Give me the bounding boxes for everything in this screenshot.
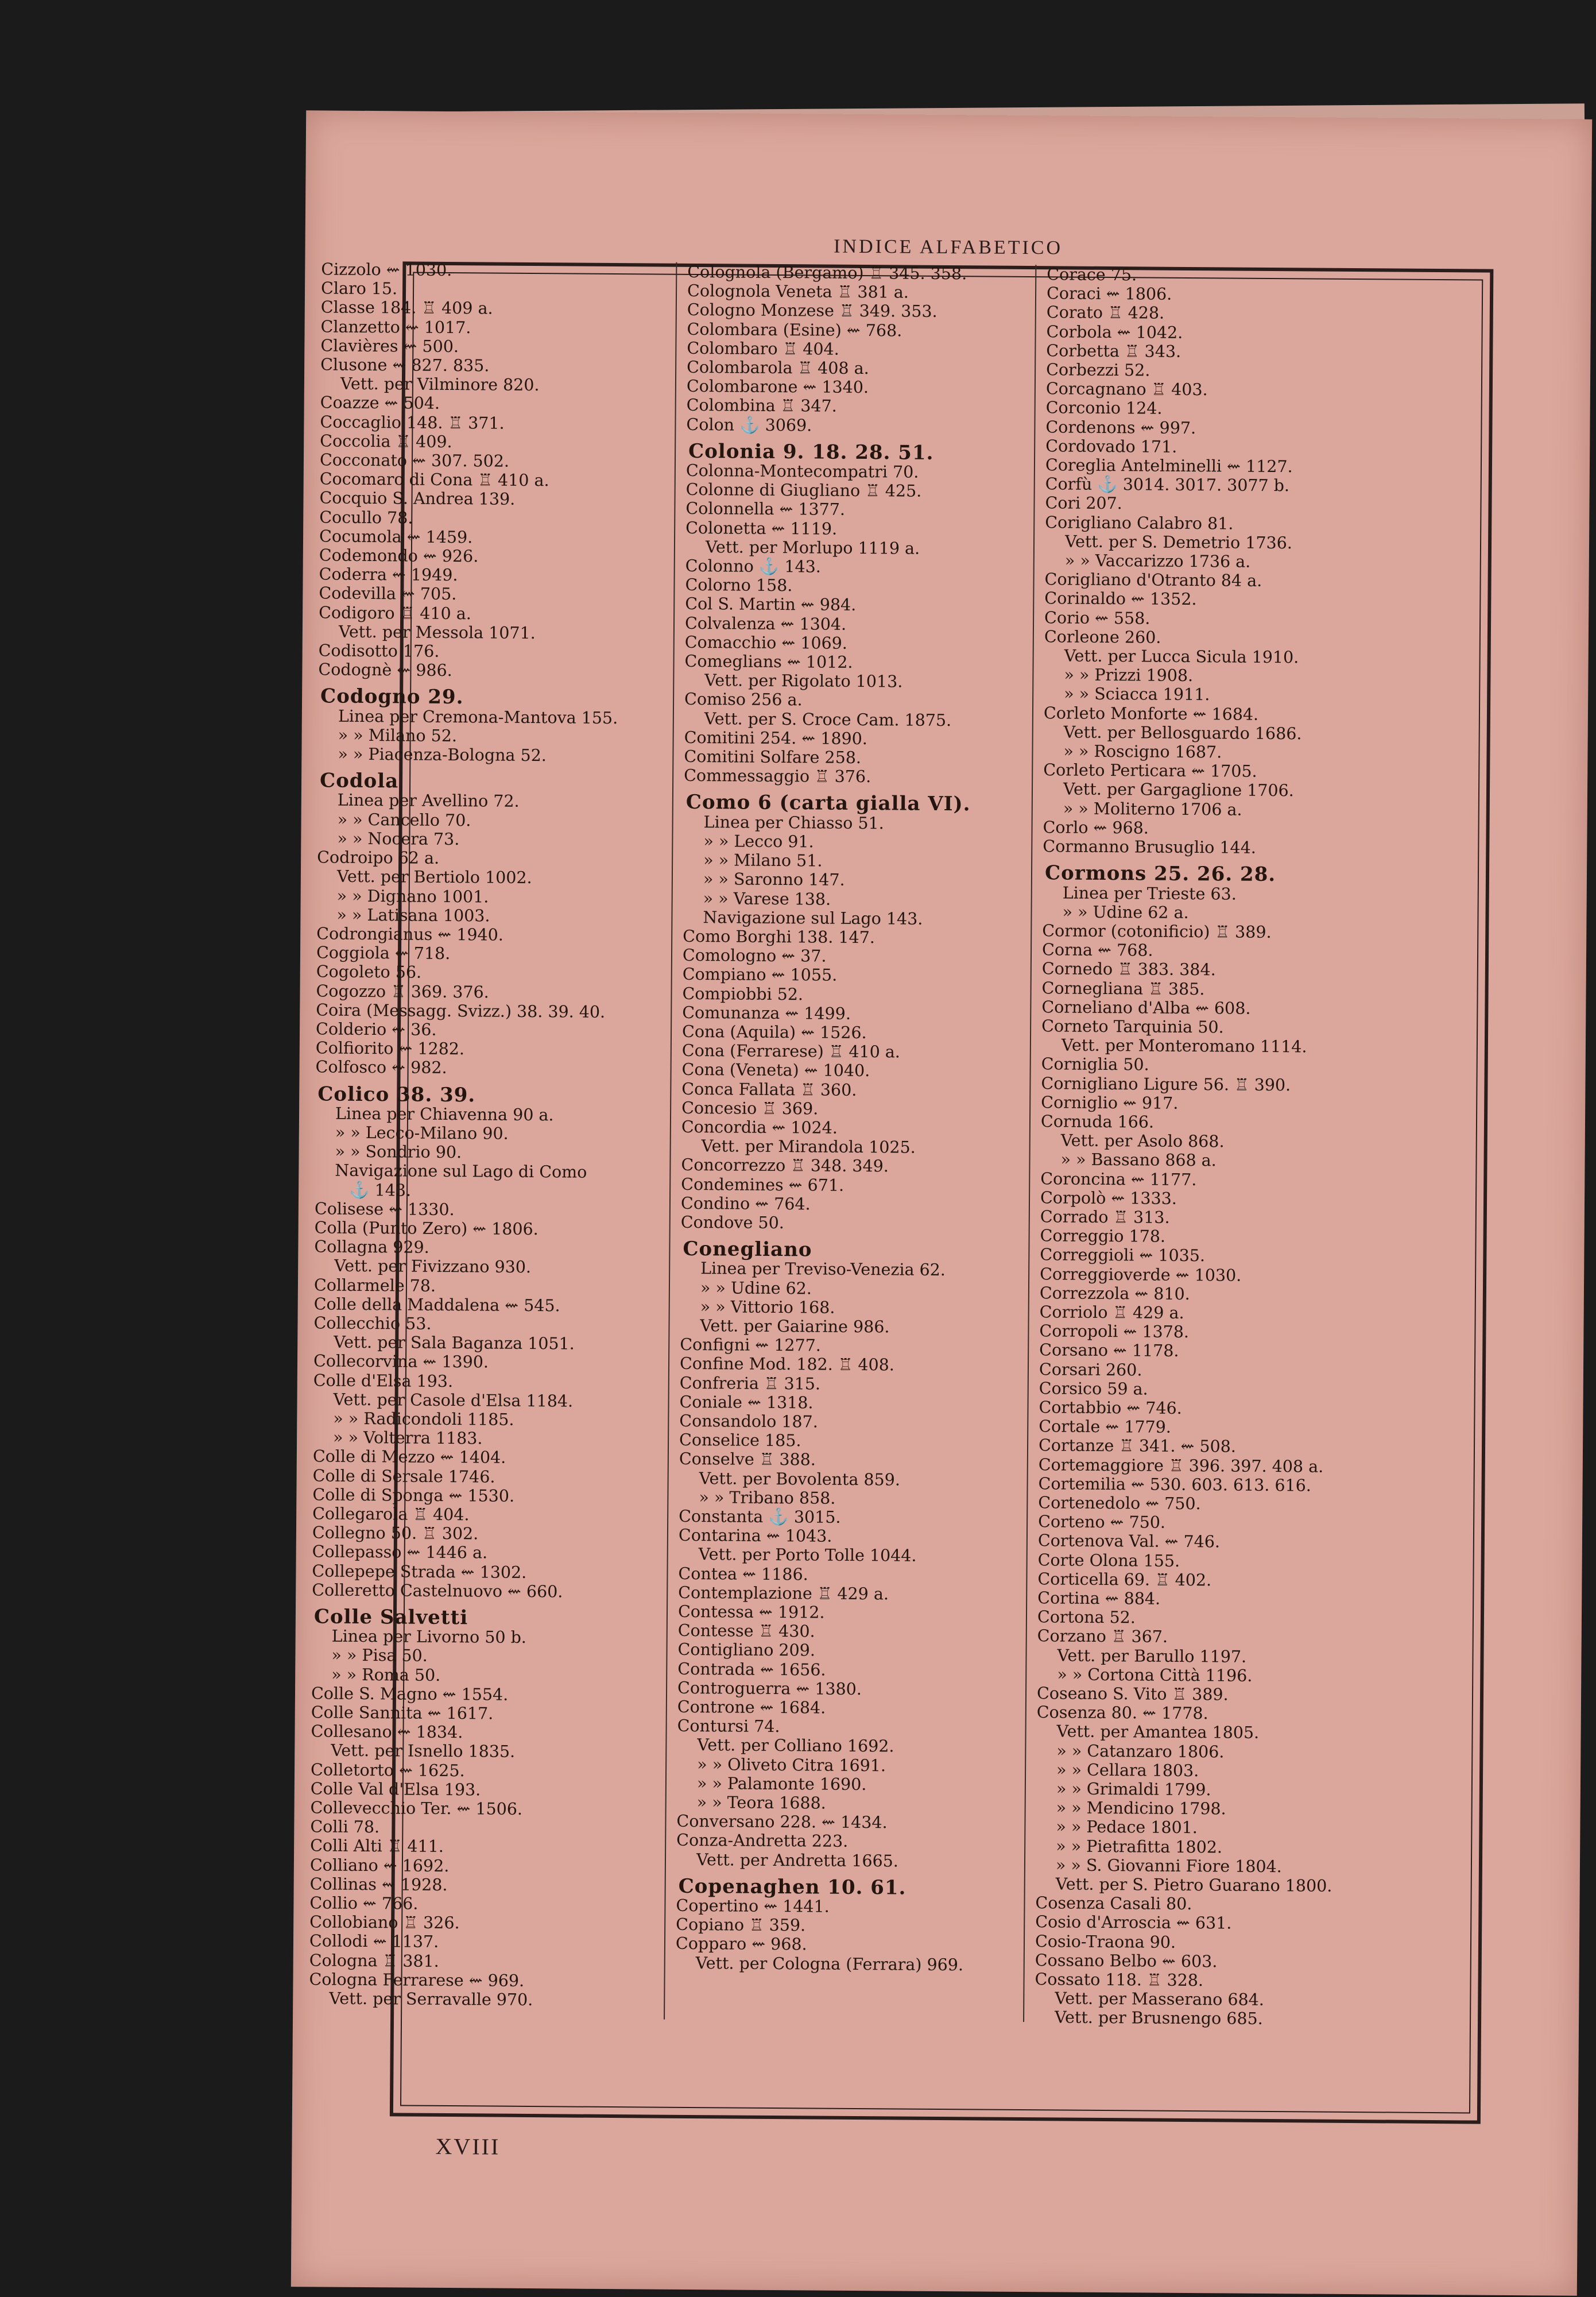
- index-entry: Vett. per Porto Tolle 1044.: [698, 1545, 917, 1566]
- index-entry: Copiano ♖ 359.: [676, 1915, 806, 1935]
- index-entry: Controguerra ⇜ 1380.: [677, 1678, 862, 1699]
- index-entry: Comacchio ⇜ 1069.: [684, 632, 848, 653]
- index-entry: Vett. per Gargaglione 1706.: [1063, 779, 1294, 801]
- index-entry: Colle di Mezzo ⇜ 1404.: [312, 1447, 506, 1468]
- index-entry: Cosio-Traona 90.: [1035, 1931, 1176, 1952]
- index-heading: Conegliano: [683, 1238, 812, 1262]
- index-entry: Colle Val d'Elsa 193.: [310, 1779, 481, 1800]
- index-entry: Clanzetto ⇜ 1017.: [320, 317, 471, 337]
- index-entry: Colognola (Bergamo) ♖ 345. 358.: [687, 262, 967, 284]
- index-entry: Cori 207.: [1045, 493, 1122, 513]
- index-entry: Cologno Monzese ♖ 349. 353.: [687, 300, 938, 322]
- index-entry: Comunanza ⇜ 1499.: [682, 1003, 851, 1023]
- index-entry: Codevilla ⇜ 705.: [319, 583, 457, 604]
- index-entry: Claro 15.: [320, 279, 398, 299]
- index-entry: Contursi 74.: [677, 1716, 780, 1737]
- index-entry: Conversano 228. ⇜ 1434.: [676, 1812, 888, 1832]
- index-entry: Vett. per Gaiarine 986.: [700, 1316, 890, 1337]
- index-entry: Condemines ⇜ 671.: [681, 1174, 845, 1195]
- index-entry: Corfù ⚓ 3014. 3017. 3077 b.: [1045, 474, 1290, 496]
- index-entry: Confreria ♖ 315.: [679, 1373, 821, 1394]
- index-entry: Cornedo ♖ 383. 384.: [1041, 959, 1216, 980]
- index-entry: Classe 184. ♖ 409 a.: [320, 297, 493, 318]
- index-entry: Corpolò ⇜ 1333.: [1040, 1188, 1177, 1208]
- index-entry: Corrado ♖ 313.: [1040, 1207, 1170, 1227]
- index-entry: Corneto Tarquinia 50.: [1041, 1016, 1224, 1037]
- index-entry: » » Vaccarizzo 1736 a.: [1064, 551, 1251, 571]
- index-entry: Cocomaro di Cona ♖ 410 a.: [319, 469, 549, 490]
- index-entry: Codemondo ⇜ 926.: [319, 546, 479, 566]
- index-entry: Navigazione sul Lago di Como: [335, 1161, 587, 1182]
- index-entry: Corriolo ♖ 429 a.: [1039, 1302, 1184, 1322]
- index-heading: Colle Salvetti: [313, 1605, 468, 1630]
- index-entry: Compiobbi 52.: [682, 984, 804, 1004]
- index-entry: Commessaggio ♖ 376.: [684, 766, 871, 787]
- index-entry: Codroipo 62 a.: [317, 848, 440, 868]
- index-page: [291, 110, 1592, 2296]
- index-entry: » » Sondrio 90.: [335, 1142, 462, 1162]
- index-entry: Coniale ⇜ 1318.: [679, 1392, 814, 1413]
- index-entry: Cossato 118. ♖ 328.: [1035, 1970, 1204, 1990]
- index-entry: Cortona 52.: [1037, 1607, 1136, 1627]
- index-entry: Vett. per Bovolenta 859.: [699, 1468, 901, 1490]
- index-entry: Colisese ⇜ 1330.: [314, 1199, 455, 1219]
- index-entry: Corigliano Calabro 81.: [1045, 512, 1234, 533]
- index-entry: Corzano ♖ 367.: [1037, 1626, 1168, 1647]
- index-entry: Cosio d'Arroscia ⇜ 631.: [1035, 1912, 1232, 1933]
- index-entry: Correggioverde ⇜ 1030.: [1040, 1264, 1242, 1285]
- index-entry: Contessa ⇜ 1912.: [677, 1602, 825, 1622]
- index-entry: Linea per Avellino 72.: [337, 791, 520, 811]
- index-entry: Cortanze ♖ 341. ⇜ 508.: [1038, 1436, 1237, 1456]
- index-entry: Cizzolo ⇜ 1030.: [321, 260, 452, 280]
- index-entry: Condove 50.: [680, 1212, 784, 1233]
- index-entry: Collegarola ♖ 404.: [312, 1504, 470, 1525]
- index-entry: Concorrezzo ♖ 348. 349.: [681, 1155, 889, 1176]
- index-entry: » » Tribano 858.: [699, 1487, 836, 1508]
- index-entry: Colle della Maddalena ⇜ 545.: [313, 1294, 560, 1316]
- index-entry: Colonna-Montecompatri 70.: [685, 461, 919, 482]
- index-heading: Copenaghen 10. 61.: [678, 1874, 907, 1900]
- index-entry: Corniglio ⇜ 917.: [1041, 1092, 1179, 1113]
- index-entry: Cologna ♖ 381.: [309, 1951, 439, 1971]
- index-entry: Corropoli ⇜ 1378.: [1039, 1321, 1190, 1342]
- index-entry: Coraci ⇜ 1806.: [1046, 284, 1172, 304]
- index-entry: Cormor (cotonificio) ♖ 389.: [1042, 921, 1272, 942]
- index-entry: Vett. per Vilminore 820.: [340, 374, 540, 395]
- index-entry: Collepepe Strada ⇜ 1302.: [312, 1561, 527, 1582]
- index-entry: Corniglia 50.: [1041, 1054, 1149, 1074]
- index-entry: » » Catanzaro 1806.: [1056, 1741, 1225, 1762]
- index-entry: » » Moliterno 1706 a.: [1063, 799, 1242, 819]
- index-heading: Como 6 (carta gialla VI).: [685, 791, 971, 816]
- index-entry: Cona (Aquila) ⇜ 1526.: [681, 1022, 867, 1043]
- index-entry: » » Cellara 1803.: [1056, 1760, 1199, 1780]
- index-entry: Vett. per Andretta 1665.: [696, 1850, 898, 1871]
- index-entry: Corneliano d'Alba ⇜ 608.: [1041, 997, 1251, 1018]
- index-entry: Corbezzi 52.: [1046, 360, 1150, 380]
- index-entry: Coazze ⇜ 504.: [320, 393, 440, 413]
- index-entry: Coccolia ♖ 409.: [320, 431, 452, 451]
- index-entry: » » Palamonte 1690.: [696, 1773, 867, 1794]
- index-entry: Controne ⇜ 1684.: [677, 1697, 826, 1718]
- index-entry: Corio ⇜ 558.: [1044, 608, 1150, 628]
- index-entry: Collevecchio Ter. ⇜ 1506.: [310, 1798, 523, 1819]
- index-entry: Col S. Martin ⇜ 984.: [685, 594, 857, 615]
- index-entry: Colombina ♖ 347.: [686, 396, 837, 416]
- index-entry: Navigazione sul Lago 143.: [703, 907, 923, 929]
- index-entry: Codisotto 176.: [318, 641, 440, 661]
- index-entry: Corconio 124.: [1045, 398, 1163, 419]
- index-entry: Consandolo 187.: [679, 1411, 818, 1432]
- index-column-1: [303, 260, 660, 2010]
- index-entry: Cortemaggiore ♖ 396. 397. 408 a.: [1038, 1455, 1324, 1476]
- index-entry: Contigliano 209.: [677, 1640, 816, 1660]
- index-entry: » » Prizzi 1908.: [1064, 665, 1194, 686]
- index-entry: Corace 75.: [1047, 265, 1137, 285]
- index-entry: » » Cancello 70.: [337, 810, 471, 830]
- index-entry: Corticella 69. ♖ 402.: [1037, 1569, 1212, 1590]
- index-entry: Vett. per S. Croce Cam. 1875.: [704, 709, 952, 730]
- index-entry: Collinas ⇜ 1928.: [309, 1874, 448, 1894]
- index-entry: Cortale ⇜ 1779.: [1039, 1417, 1172, 1437]
- index-entry: Vett. per Amantea 1805.: [1056, 1722, 1260, 1743]
- index-entry: » » Sciacca 1911.: [1064, 684, 1210, 705]
- index-entry: Comologno ⇜ 37.: [682, 945, 827, 966]
- index-entry: Conselice 185.: [679, 1430, 801, 1451]
- index-entry: Linea per Chiasso 51.: [703, 812, 884, 833]
- index-entry: Vett. per Sala Baganza 1051.: [334, 1332, 575, 1354]
- index-heading: Cormons 25. 26. 28.: [1044, 861, 1276, 887]
- index-entry: Cona (Ferrarese) ♖ 410 a.: [681, 1041, 901, 1062]
- index-entry: Corigliano d'Otranto 84 a.: [1044, 570, 1262, 591]
- index-entry: Cologna Ferrarese ⇜ 969.: [309, 1970, 525, 1990]
- index-entry: Copparo ⇜ 968.: [675, 1934, 807, 1954]
- index-entry: Corsano ⇜ 1178.: [1039, 1340, 1179, 1361]
- index-entry: Linea per Trieste 63.: [1062, 883, 1237, 904]
- index-entry: Corato ♖ 428.: [1046, 303, 1165, 323]
- index-entry: Conza-Andretta 223.: [676, 1831, 849, 1851]
- index-entry: Concordia ⇜ 1024.: [681, 1117, 838, 1138]
- index-entry: Comitini 254. ⇜ 1890.: [684, 728, 868, 748]
- index-heading: Codola: [319, 769, 399, 793]
- index-column-2: [664, 262, 1026, 2022]
- index-entry: » » Lecco 91.: [703, 831, 814, 852]
- index-entry: Vett. per Casole d'Elsa 1184.: [333, 1390, 574, 1411]
- index-entry: » » Roscigno 1687.: [1063, 741, 1222, 762]
- index-entry: Corte Olona 155.: [1037, 1550, 1180, 1571]
- index-entry: Vett. per Serravalle 970.: [329, 1989, 533, 2010]
- index-entry: Vett. per Masserano 684.: [1055, 1989, 1265, 2010]
- index-entry: Clusone ⇜ 827. 835.: [320, 355, 490, 376]
- index-entry: » » Grimaldi 1799.: [1056, 1779, 1211, 1800]
- index-entry: » » Oliveto Citra 1691.: [697, 1754, 886, 1775]
- index-entry: Clavières ⇜ 500.: [320, 336, 459, 356]
- index-entry: » » Teora 1688.: [696, 1793, 826, 1813]
- index-entry: » » Dignano 1001.: [336, 886, 489, 906]
- index-entry: Colonetta ⇜ 1119.: [685, 518, 838, 539]
- index-entry: Colleretto Castelnuovo ⇜ 660.: [312, 1580, 563, 1602]
- index-entry: Collecchio 53.: [313, 1313, 432, 1333]
- index-entry: Linea per Cremona-Mantova 155.: [338, 706, 618, 728]
- index-entry: Colonno ⚓ 143.: [685, 556, 822, 577]
- index-entry: Coggiola ⇜ 718.: [316, 943, 451, 964]
- index-entry: Colle di Sersale 1746.: [312, 1465, 495, 1487]
- index-entry: Conselve ♖ 388.: [679, 1449, 816, 1470]
- index-entry: Comeglians ⇜ 1012.: [684, 651, 853, 672]
- index-entry: Comiso 256 a.: [684, 690, 803, 710]
- index-entry: Cortabbio ⇜ 746.: [1039, 1398, 1182, 1418]
- index-entry: Colombarola ♖ 408 a.: [687, 357, 869, 378]
- index-entry: Corbola ⇜ 1042.: [1046, 322, 1183, 342]
- index-column-3: [1023, 265, 1385, 2029]
- index-entry: Collio ⇜ 766.: [309, 1893, 419, 1913]
- index-entry: Linea per Livorno 50 b.: [331, 1626, 527, 1648]
- index-heading: Colico 38. 39.: [317, 1082, 476, 1107]
- index-entry: » » Latisana 1003.: [336, 905, 490, 926]
- index-entry: Vett. per Monteromano 1114.: [1061, 1035, 1307, 1057]
- index-entry: Configni ⇜ 1277.: [680, 1335, 822, 1355]
- index-entry: Colle d'Elsa 193.: [313, 1370, 454, 1391]
- index-entry: Vett. per Morlupo 1119 a.: [705, 537, 920, 558]
- index-entry: Coira (Messagg. Svizz.) 38. 39. 40.: [316, 1000, 606, 1022]
- index-entry: Linea per Treviso-Venezia 62.: [700, 1259, 946, 1280]
- index-entry: Cogozzo ♖ 369. 376.: [316, 981, 489, 1002]
- index-entry: Vett. per Isnello 1835.: [331, 1741, 516, 1762]
- index-entry: Corbetta ♖ 343.: [1046, 341, 1181, 361]
- index-entry: » » Udine 62.: [700, 1278, 812, 1298]
- index-entry: Conca Fallata ♖ 360.: [681, 1079, 857, 1100]
- index-entry: Corneglianа ♖ 385.: [1041, 978, 1205, 999]
- index-entry: Concesio ♖ 369.: [681, 1098, 819, 1119]
- index-entry: Colfiorito ⇜ 1282.: [315, 1038, 465, 1059]
- index-entry: Como Borghi 138. 147.: [683, 926, 876, 948]
- index-entry: Cortemilia ⇜ 530. 603. 613. 616.: [1038, 1474, 1311, 1495]
- index-entry: Cona (Veneta) ⇜ 1040.: [681, 1060, 870, 1081]
- index-entry: Cocquio S. Andrea 139.: [319, 488, 516, 509]
- index-entry: » » Cortona Città 1196.: [1057, 1665, 1253, 1685]
- index-entry: » » Vittorio 168.: [700, 1297, 835, 1317]
- index-entry: Vett. per Lucca Sicula 1910.: [1064, 646, 1299, 667]
- index-entry: Vett. per S. Demetrio 1736.: [1064, 532, 1293, 553]
- index-entry: Vett. per Asolo 868.: [1060, 1131, 1225, 1151]
- index-entry: Cormanno Brusuglio 144.: [1043, 837, 1257, 857]
- index-entry: Cornuda 166.: [1040, 1112, 1155, 1132]
- index-entry: Corlo ⇜ 968.: [1043, 818, 1149, 838]
- index-entry: » » Milano 51.: [703, 850, 823, 871]
- index-entry: Coreglia Antelminelli ⇜ 1127.: [1045, 455, 1293, 477]
- index-entry: Colombara (Esine) ⇜ 768.: [687, 319, 902, 341]
- index-entry: Colle di Sponga ⇜ 1530.: [312, 1485, 515, 1506]
- index-entry: » » S. Giovanni Fiore 1804.: [1055, 1855, 1282, 1877]
- index-entry: Colli Alti ♖ 411.: [310, 1836, 444, 1857]
- index-entry: Colle S. Magno ⇜ 1554.: [311, 1684, 509, 1704]
- page-number: XVIII: [435, 2133, 501, 2160]
- index-entry: » » Volterra 1183.: [333, 1428, 483, 1448]
- index-entry: Colon ⚓ 3069.: [686, 415, 812, 435]
- index-entry: Cocumola ⇜ 1459.: [319, 527, 473, 547]
- index-entry: » » Pisa 50.: [331, 1646, 428, 1666]
- index-entry: Codigoro ♖ 410 a.: [319, 603, 471, 623]
- index-entry: Corsari 260.: [1039, 1359, 1142, 1380]
- index-entry: Cosenza 80. ⇜ 1778.: [1036, 1703, 1208, 1723]
- index-entry: » » Lecco-Milano 90.: [335, 1123, 509, 1143]
- index-entry: » » Mendicino 1798.: [1056, 1798, 1226, 1819]
- index-entry: Correzzola ⇜ 810.: [1039, 1283, 1190, 1304]
- index-entry: Contrada ⇜ 1656.: [677, 1659, 826, 1680]
- index-entry: Colonnella ⇜ 1377.: [685, 499, 846, 520]
- index-entry: » » Nocera 73.: [337, 829, 460, 849]
- index-entry: Cordovado 171.: [1045, 436, 1177, 457]
- index-entry: Corleto Perticara ⇜ 1705.: [1043, 760, 1257, 782]
- index-entry: Colli 78.: [310, 1817, 380, 1837]
- index-entry: » » Piacenza-Bologna 52.: [338, 744, 547, 765]
- index-entry: Vett. per Brusnengo 685.: [1054, 2008, 1263, 2029]
- index-entry: Constanta ⚓ 3015.: [679, 1506, 841, 1527]
- index-entry: Vett. per Cologna (Ferrara) 969.: [695, 1953, 964, 1974]
- index-entry: Coderra ⇜ 1949.: [319, 564, 458, 585]
- index-entry: Colle Sannita ⇜ 1617.: [311, 1703, 494, 1723]
- index-entry: Colliano ⇜ 1692.: [309, 1855, 450, 1876]
- index-entry: Collecorvina ⇜ 1390.: [313, 1351, 489, 1372]
- index-entry: Vett. per Fivizzano 930.: [334, 1256, 532, 1277]
- index-entry: Vett. per S. Pietro Guarano 1800.: [1055, 1874, 1332, 1896]
- index-entry: » » Saronno 147.: [703, 869, 845, 890]
- index-entry: Collegno 50. ♖ 302.: [312, 1523, 479, 1544]
- index-entry: Vett. per Messola 1071.: [338, 622, 536, 643]
- index-entry: » » Roma 50.: [331, 1665, 441, 1685]
- index-entry: Correggio 178.: [1040, 1226, 1166, 1246]
- index-entry: Cossano Belbo ⇜ 603.: [1035, 1951, 1218, 1971]
- index-entry: Coroncina ⇜ 1177.: [1040, 1169, 1197, 1189]
- index-entry: Corsico 59 a.: [1039, 1378, 1148, 1399]
- index-entry: Coccaglio 148. ♖ 371.: [320, 412, 505, 433]
- index-entry: Corinaldo ⇜ 1352.: [1044, 589, 1197, 609]
- index-entry: » » Milano 52.: [338, 725, 458, 745]
- index-entry: Vett. per Colliano 1692.: [697, 1735, 894, 1756]
- index-entry: Contea ⇜ 1186.: [678, 1564, 808, 1584]
- index-entry: Copertino ⇜ 1441.: [676, 1896, 830, 1916]
- index-entry: » » Varese 138.: [703, 888, 831, 909]
- index-entry: ⚓ 143.: [349, 1180, 412, 1200]
- index-entry: Linea per Chiavenna 90 a.: [335, 1104, 554, 1125]
- index-entry: Cosenza Casali 80.: [1035, 1893, 1192, 1914]
- index-entry: Vett. per Barullo 1197.: [1057, 1646, 1247, 1666]
- index-entry: Colonne di Giugliano ♖ 425.: [685, 480, 922, 501]
- index-entry: Cocullo 78.: [319, 508, 413, 528]
- index-entry: Colfosco ⇜ 982.: [315, 1057, 447, 1078]
- index-entry: » » Bassano 868 a.: [1060, 1150, 1217, 1170]
- index-entry: Colla (Punto Zero) ⇜ 1806.: [314, 1218, 539, 1239]
- index-entry: » » Udine 62 a.: [1062, 902, 1189, 922]
- index-entry: Collagna 929.: [314, 1237, 429, 1257]
- index-entry: Colombaro ♖ 404.: [687, 338, 839, 359]
- index-entry: Vett. per Bellosguardo 1686.: [1063, 722, 1302, 744]
- index-entry: Cortina ⇜ 884.: [1037, 1588, 1161, 1608]
- index-entry: Correggioli ⇜ 1035.: [1040, 1245, 1206, 1266]
- index-entry: Vett. per Bertiolo 1002.: [336, 867, 532, 888]
- index-entry: Colvalenza ⇜ 1304.: [684, 613, 847, 634]
- index-entry: Cordenons ⇜ 997.: [1045, 417, 1196, 438]
- index-entry: Corleto Monforte ⇜ 1684.: [1043, 703, 1259, 724]
- index-entry: Vett. per Rigolato 1013.: [704, 671, 903, 691]
- index-entry: Comitini Solfare 258.: [684, 747, 862, 768]
- index-entry: Collarmele 78.: [313, 1275, 436, 1296]
- index-entry: Cortenova Val. ⇜ 746.: [1037, 1531, 1221, 1552]
- index-entry: Codrongianus ⇜ 1940.: [316, 924, 503, 945]
- index-entry: Collodi ⇜ 1137.: [309, 1931, 439, 1952]
- index-entry: » » Radicondoli 1185.: [333, 1409, 514, 1429]
- index-entry: Cocconato ⇜ 307. 502.: [319, 450, 510, 471]
- index-entry: Corcagnano ♖ 403.: [1045, 379, 1208, 400]
- index-entry: » » Pedace 1801.: [1056, 1817, 1198, 1838]
- index-entry: Colorno 158.: [685, 575, 793, 595]
- index-entry: Colognola Veneta ♖ 381 a.: [687, 281, 909, 302]
- index-entry: Compiano ⇜ 1055.: [682, 965, 838, 985]
- index-entry: Cornigliano Ligure 56. ♖ 390.: [1041, 1073, 1291, 1095]
- index-entry: » » Pietrafitta 1802.: [1056, 1836, 1223, 1857]
- index-entry: Corleone 260.: [1044, 627, 1161, 647]
- index-entry: Corteno ⇜ 750.: [1038, 1512, 1166, 1532]
- index-entry: Contemplazione ♖ 429 a.: [678, 1583, 889, 1604]
- index-entry: Collesano ⇜ 1834.: [311, 1722, 463, 1742]
- index-entry: Colderio ⇜ 36.: [315, 1019, 437, 1039]
- index-entry: Codognè ⇜ 986.: [318, 660, 452, 680]
- index-entry: Cortenedolo ⇜ 750.: [1038, 1493, 1201, 1514]
- index-heading: Colonia 9. 18. 28. 51.: [688, 439, 934, 465]
- index-entry: Colletorto ⇜ 1625.: [310, 1760, 465, 1780]
- index-entry: Contesse ♖ 430.: [677, 1621, 815, 1641]
- index-entry: Coseano S. Vito ♖ 389.: [1036, 1684, 1229, 1704]
- page-header: INDICE ALFABETICO: [834, 235, 1063, 259]
- index-entry: Collobiano ♖ 326.: [309, 1912, 460, 1933]
- index-heading: Codogno 29.: [320, 685, 464, 709]
- index-entry: Confine Mod. 182. ♖ 408.: [679, 1354, 895, 1375]
- index-entry: Corna ⇜ 768.: [1041, 940, 1153, 960]
- index-entry: Vett. per Mirandola 1025.: [701, 1136, 916, 1157]
- index-entry: Cogoleto 56.: [316, 962, 422, 982]
- index-entry: Condino ⇜ 764.: [680, 1193, 811, 1214]
- index-entry: Collepasso ⇜ 1446 a.: [312, 1542, 488, 1563]
- index-entry: Contarina ⇜ 1043.: [678, 1526, 832, 1546]
- index-entry: Colombarone ⇜ 1340.: [686, 377, 869, 397]
